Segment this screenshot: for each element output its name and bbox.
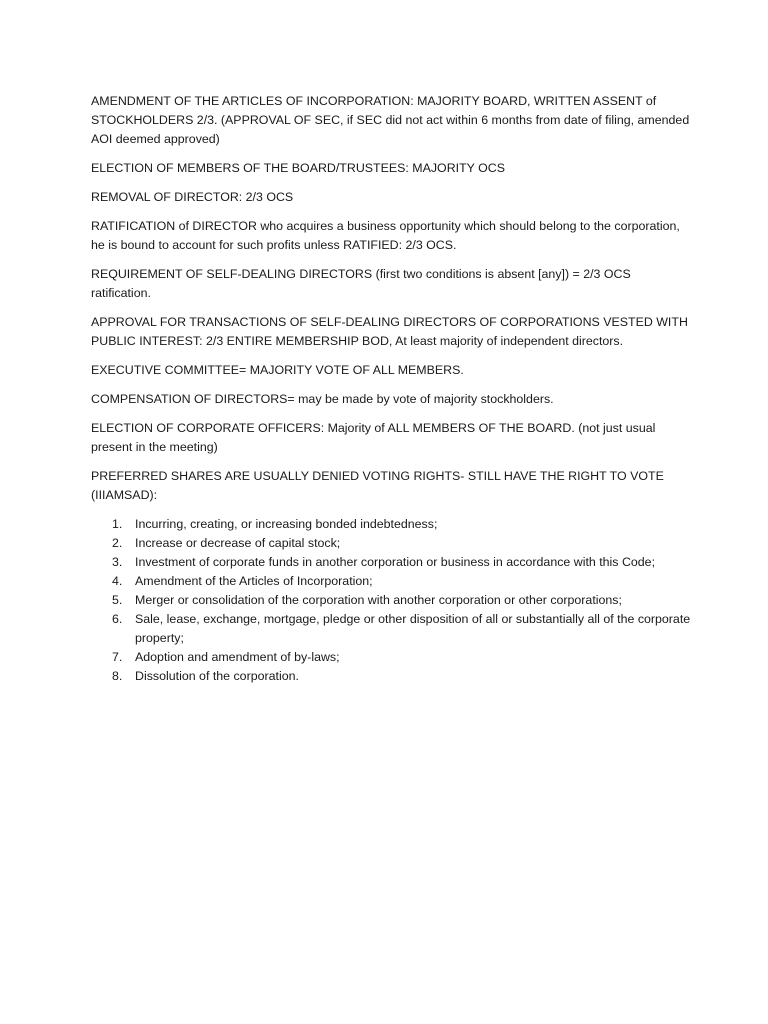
list-item-text: Increase or decrease of capital stock; [135, 536, 341, 550]
list-item [91, 572, 691, 591]
list-item-text: Amendment of the Articles of Incorporation; [135, 574, 373, 588]
list-item-text: Investment of corporate funds in another corporation or business in accordance with this Code; [135, 555, 656, 569]
paragraph-election-officers: ELECTION OF CORPORATE OFFICERS: Majority of ALL MEMBERS OF THE BOARD. (not just usual present in the meeting) [91, 421, 656, 454]
paragraph-self-dealing: REQUIREMENT OF SELF-DEALING DIRECTORS (first two conditions is absent [any]) = 2/3 OCS ratification. [91, 267, 631, 300]
list-item-number: 2. [112, 536, 123, 550]
paragraph-approval-public-interest: APPROVAL FOR TRANSACTIONS OF SELF-DEALING DIRECTORS OF CORPORATIONS VESTED WITH PUBLIC INTEREST: 2/3 ENTIRE MEMBERSHIP BOD, At least majority of independent directors. [91, 315, 688, 348]
paragraph-executive-committee: EXECUTIVE COMMITTEE= MAJORITY VOTE OF ALL MEMBERS. [91, 363, 464, 377]
list-item [91, 648, 691, 667]
list-item-number: 6. [112, 612, 123, 626]
list-item [91, 591, 691, 610]
list-item [91, 515, 691, 534]
list-item-text: Sale, lease, exchange, mortgage, pledge or other disposition of all or substantially all of the corporate property; [135, 612, 691, 645]
paragraph-election-board: ELECTION OF MEMBERS OF THE BOARD/TRUSTEES: MAJORITY OCS [91, 161, 505, 175]
list-item-number: 5. [112, 593, 123, 607]
list-item-number: 1. [112, 517, 123, 531]
list-item [91, 553, 691, 572]
list-item-text: Dissolution of the corporation. [135, 669, 299, 683]
list-item [91, 610, 691, 648]
list-item-number: 8. [112, 669, 123, 683]
list-item-number: 7. [112, 650, 123, 664]
paragraph-removal-director: REMOVAL OF DIRECTOR: 2/3 OCS [91, 190, 294, 204]
paragraph-amendment-aoi: AMENDMENT OF THE ARTICLES OF INCORPORATION: MAJORITY BOARD, WRITTEN ASSENT of STOCKHOLDERS 2/3. (APPROVAL OF SEC, if SEC did not act within 6 months from date of filing, amended AOI deemed approved) [91, 94, 690, 146]
paragraph-ratification: RATIFICATION of DIRECTOR who acquires a business opportunity which should belong to the corporation, he is bound to account for such profits unless RATIFIED: 2/3 OCS. [91, 219, 680, 252]
list-item [91, 534, 691, 553]
list-item-number: 3. [112, 555, 123, 569]
paragraph-preferred-shares: PREFERRED SHARES ARE USUALLY DENIED VOTING RIGHTS- STILL HAVE THE RIGHT TO VOTE (IIIAMSAD): [91, 469, 664, 502]
list-item [91, 667, 691, 686]
document-page [91, 92, 691, 686]
voting-rights-list [91, 515, 691, 686]
list-item-number: 4. [112, 574, 123, 588]
paragraph-compensation: COMPENSATION OF DIRECTORS= may be made by vote of majority stockholders. [91, 392, 554, 406]
list-item-text: Merger or consolidation of the corporation with another corporation or other corporations; [135, 593, 622, 607]
list-item-text: Adoption and amendment of by-laws; [135, 650, 340, 664]
list-item-text: Incurring, creating, or increasing bonded indebtedness; [135, 517, 438, 531]
